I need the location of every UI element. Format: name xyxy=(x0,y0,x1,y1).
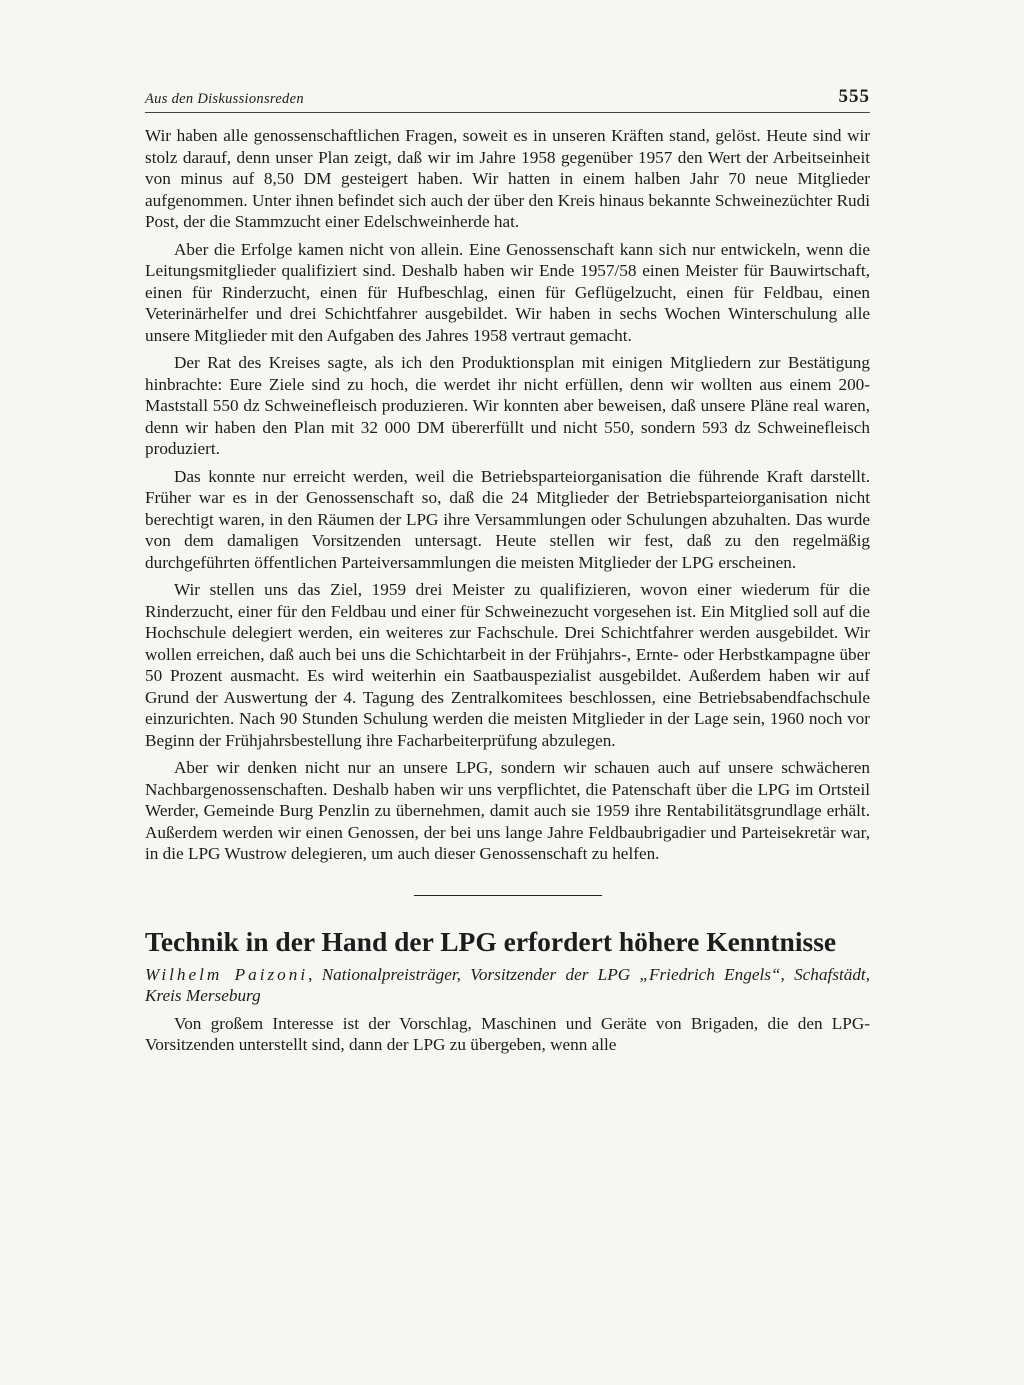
running-title: Aus den Diskussionsreden xyxy=(145,91,304,107)
paragraph: Aber die Erfolge kamen nicht von allein. Eine Genossenschaft kann sich nur entwickeln, wenn die Leitungsmitglieder qualifiziert sind. Deshalb haben wir Ende 1957/58 einen Meister für Bauwirtschaft, einen für Rinderzucht, einen für Hufbeschlag, einen für Geflügelzucht, einen für Feldbau, einen Veterinärhelfer und drei Schichtfahrer ausgebildet. Wir haben in sechs Wochen Winterschulung alle unsere Mitglieder mit den Aufgaben des Jahres 1958 vertraut gemacht. xyxy=(145,239,870,345)
paragraph: Das konnte nur erreicht werden, weil die Betriebsparteiorganisation die führende Kraft darstellt. Früher war es in der Genossenschaft so, daß die 24 Mitglieder der Betriebsparteiorganisation nicht berechtigt waren, in den Räumen der LPG ihre Versammlungen oder Schulungen abzuhalten. Das wurde von dem damaligen Vorsitzenden untersagt. Heute stellen wir fest, daß zu den regelmäßig durchgeführten öffentlichen Parteiversammlungen die meisten Mitglieder der LPG erscheinen. xyxy=(145,466,870,572)
paragraph: Wir haben alle genossenschaftlichen Fragen, soweit es in unseren Kräften stand, gelöst. Heute sind wir stolz darauf, denn unser Plan zeigt, daß wir im Jahre 1958 gegenüber 1957 den Wert der Arbeitseinheit von minus auf 8,50 DM gesteigert haben. Wir hatten in einem halben Jahr 70 neue Mitglieder aufgenommen. Unter ihnen befindet sich auch der über den Kreis hinaus bekannte Schweinezüchter Rudi Post, der die Stammzucht einer Edelschweinherde hat. xyxy=(145,126,870,231)
paragraph: Wir stellen uns das Ziel, 1959 drei Meister zu qualifizieren, wovon einer wiederum für die Rinderzucht, einer für den Feldbau und einer für Schweinezucht vorgesehen ist. Ein Mitglied soll auf die Hochschule delegiert werden, ein weiteres zur Fachschule. Drei Schichtfahrer werden ausgebildet. Wir wollen erreichen, daß auch bei uns die Schichtarbeit in der Frühjahrs-, Ernte- oder Herbstkampagne über 50 Prozent ausmacht. Es wird weiterhin ein Saatbauspezialist ausgebildet. Außerdem haben wir auf Grund der Auswertung der 4. Tagung des Zentralkomitees beschlossen, eine Betriebsabendfachschule einzurichten. Nach 90 Stunden Schulung werden die meisten Mitglieder in der Lage sein, 1960 noch vor Beginn der Frühjahrsbestellung ihre Facharbeiterprüfung abzulegen. xyxy=(145,580,870,750)
speaker-line xyxy=(145,964,870,1007)
page-number: 555 xyxy=(838,86,870,107)
section-text xyxy=(145,1013,870,1056)
paragraph: Der Rat des Kreises sagte, als ich den Produktionsplan mit einigen Mitgliedern zur Bestätigung hinbrachte: Eure Ziele sind zu hoch, die werdet ihr nicht erfüllen, denn wir wollten aus einem 200-Maststall 550 dz Schweinefleisch produzieren. Wir konnten aber beweisen, daß unsere Pläne real waren, denn wir haben den Plan mit 32 000 DM übererfüllt und nicht 550, sondern 593 dz Schweinefleisch produziert. xyxy=(145,353,870,458)
section-divider xyxy=(414,895,602,896)
paragraph: Von großem Interesse ist der Vorschlag, Maschinen und Geräte von Brigaden, die den LPG-Vorsitzenden unterstellt sind, dann der LPG zu übergeben, wenn alle xyxy=(145,1013,870,1054)
page-content xyxy=(145,80,870,1056)
paragraph: Aber wir denken nicht nur an unsere LPG, sondern wir schauen auch auf unsere schwächeren Nachbargenossenschaften. Deshalb haben wir uns verpflichtet, die Patenschaft über die LPG im Ortsteil Werder, Gemeinde Burg Penzlin zu übernehmen, damit auch sie 1959 ihre Rentabilitätsgrundlage erhält. Außerdem werden wir einen Genossen, der bei uns lange Jahre Feldbaubrigadier und Parteisekretär war, in die LPG Wustrow delegieren, um auch dieser Genossenschaft zu helfen. xyxy=(145,758,870,863)
speaker-name: Wilhelm Paizoni xyxy=(145,964,309,984)
speaker-details: , Nationalpreisträger, Vorsitzender der LPG „Friedrich Engels“, Schafstädt, Kreis Merseburg xyxy=(145,964,870,1005)
discussion-text xyxy=(145,125,870,865)
running-head xyxy=(145,80,870,113)
section-heading: Technik in der Hand der LPG erfordert höhere Kenntnisse xyxy=(145,925,837,957)
